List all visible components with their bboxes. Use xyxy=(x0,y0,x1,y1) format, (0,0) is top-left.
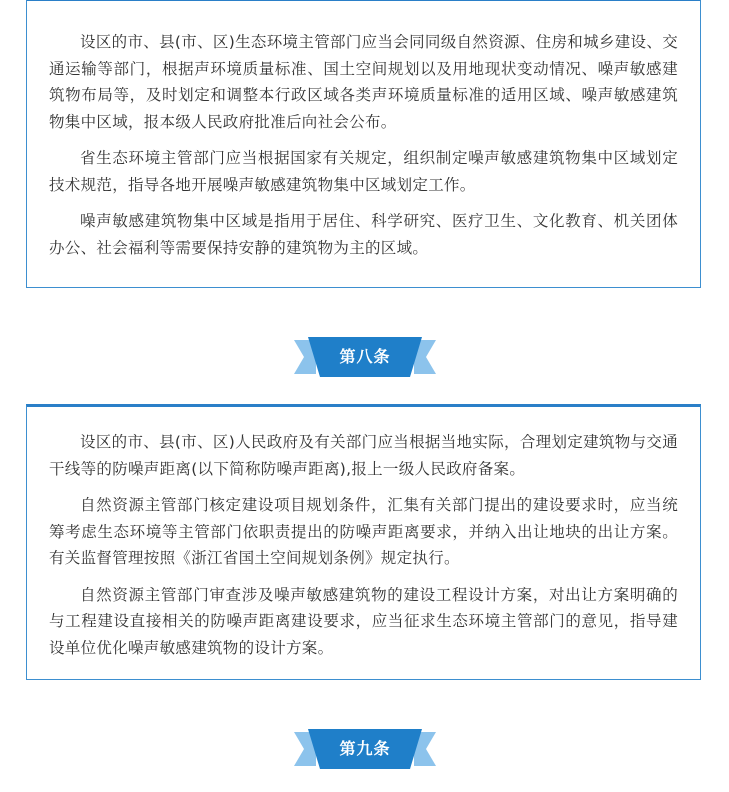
article-7-paragraph-3: 噪声敏感建筑物集中区域是指用于居住、科学研究、医疗卫生、文化教育、机关团体办公、社会福利等需要保持安静的建筑物为主的区域。 xyxy=(49,212,678,257)
article-8-paragraph-2: 自然资源主管部门核定建设项目规划条件，汇集有关部门提出的建设要求时，应当统筹考虑生态环境等主管部门依职责提出的防噪声距离要求，并纳入出让地块的出让方案。有关监督管理按照《浙江省国土空间规划条例》规定执行。 xyxy=(49,496,678,567)
article-9-title-ribbon xyxy=(294,729,436,769)
article-7-content-box xyxy=(26,0,701,288)
article-7-paragraph-1: 设区的市、县(市、区)生态环境主管部门应当会同同级自然资源、住房和城乡建设、交通运输等部门，根据声环境质量标准、国土空间规划以及用地现状变动情况、噪声敏感建筑物布局等，及时划定和调整本行政区域各类声环境质量标准的适用区域、噪声敏感建筑物集中区域，报本级人民政府批准后向社会公布。 xyxy=(49,33,678,131)
article-7-paragraph-2: 省生态环境主管部门应当根据国家有关规定，组织制定噪声敏感建筑物集中区域划定技术规范，指导各地开展噪声敏感建筑物集中区域划定工作。 xyxy=(49,149,678,194)
article-8-title-ribbon xyxy=(294,337,436,377)
article-8-content-box xyxy=(26,404,701,680)
article-8-title: 第八条 xyxy=(339,347,391,366)
article-8-paragraph-3: 自然资源主管部门审查涉及噪声敏感建筑物的建设工程设计方案，对出让方案明确的与工程建设直接相关的防噪声距离建设要求，应当征求生态环境主管部门的意见，指导建设单位优化噪声敏感建筑物的设计方案。 xyxy=(49,585,678,657)
article-8-paragraph-1: 设区的市、县(市、区)人民政府及有关部门应当根据当地实际，合理划定建筑物与交通干线等的防噪声距离(以下简称防噪声距离),报上一级人民政府备案。 xyxy=(49,433,678,478)
article-9-title: 第九条 xyxy=(339,739,391,758)
